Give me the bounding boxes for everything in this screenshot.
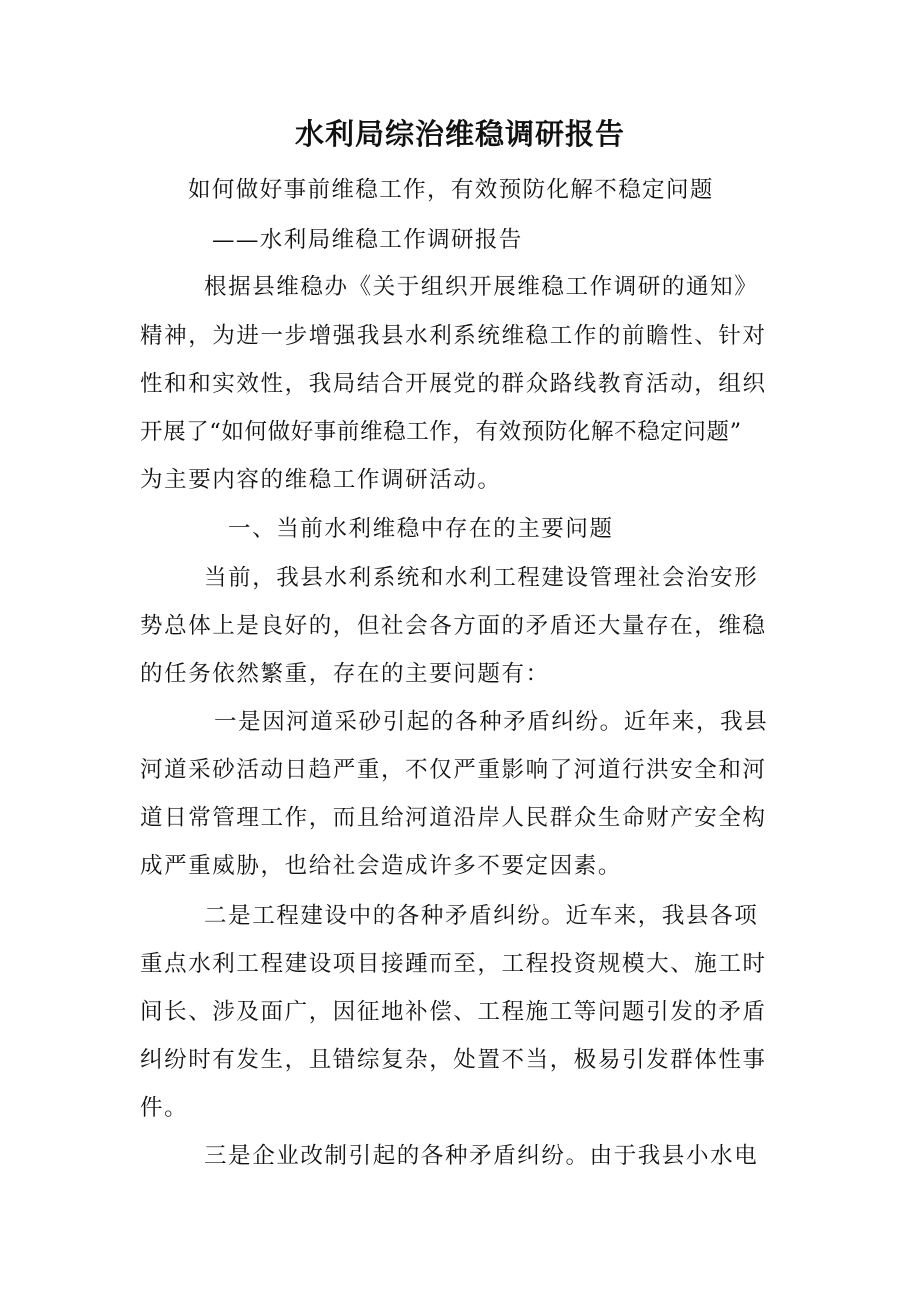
document-title: 水利局综治维稳调研报告 xyxy=(294,117,625,151)
paragraph-issue-3-line-1: 三是企业改制引起的各种矛盾纠纷。由于我县小水电 xyxy=(204,1143,759,1169)
paragraph-current-line-2: 势总体上是良好的，但社会各方面的矛盾还大量存在，维稳 xyxy=(140,613,767,639)
paragraph-issue-1-line-2: 河道采砂活动日趋严重，不仅严重影响了河道行洪安全和河 xyxy=(140,757,767,783)
paragraph-issue-1-line-4: 成严重威胁，也给社会造成许多不要定因素。 xyxy=(140,853,623,879)
section-heading-1: 一、当前水利维稳中存在的主要问题 xyxy=(228,516,614,542)
paragraph-current-line-3: 的任务依然繁重，存在的主要问题有： xyxy=(140,661,550,687)
paragraph-current-line-1: 当前，我县水利系统和水利工程建设管理社会治安形 xyxy=(204,565,759,591)
paragraph-issue-1-line-1: 一是因河道采砂引起的各种矛盾纠纷。近年来，我县 xyxy=(214,709,769,735)
paragraph-issue-1-line-3: 道日常管理工作，而且给河道沿岸人民群众生命财产安全构 xyxy=(140,805,767,831)
document-byline: ——水利局维稳工作调研报告 xyxy=(212,227,523,253)
paragraph-issue-2-line-4: 纠纷时有发生，且错综复杂，处置不当，极易引发群体性事 xyxy=(140,1047,767,1073)
document-subtitle: 如何做好事前维稳工作，有效预防化解不稳定问题 xyxy=(188,177,714,203)
paragraph-issue-2-line-2: 重点水利工程建设项目接踵而至，工程投资规模大、施工时 xyxy=(140,951,767,977)
paragraph-intro-line-4: 开展了“如何做好事前维稳工作，有效预防化解不稳定问题” xyxy=(140,419,742,445)
paragraph-issue-2-line-3: 间长、涉及面广，因征地补偿、工程施工等问题引发的矛盾 xyxy=(140,999,767,1025)
paragraph-intro-line-1: 根据县维稳办《关于组织开展维稳工作调研的通知》 xyxy=(204,274,759,300)
paragraph-intro-line-5: 为主要内容的维稳工作调研活动。 xyxy=(140,467,502,493)
paragraph-issue-2-line-1: 二是工程建设中的各种矛盾纠纷。近车来，我县各项 xyxy=(204,903,759,929)
paragraph-issue-2-line-5: 件。 xyxy=(140,1095,189,1121)
paragraph-intro-line-3: 性和和实效性，我局结合开展党的群众路线教育活动，组织 xyxy=(140,371,767,397)
paragraph-intro-line-2: 精神，为进一步增强我县水利系统维稳工作的前瞻性、针对 xyxy=(140,323,767,349)
